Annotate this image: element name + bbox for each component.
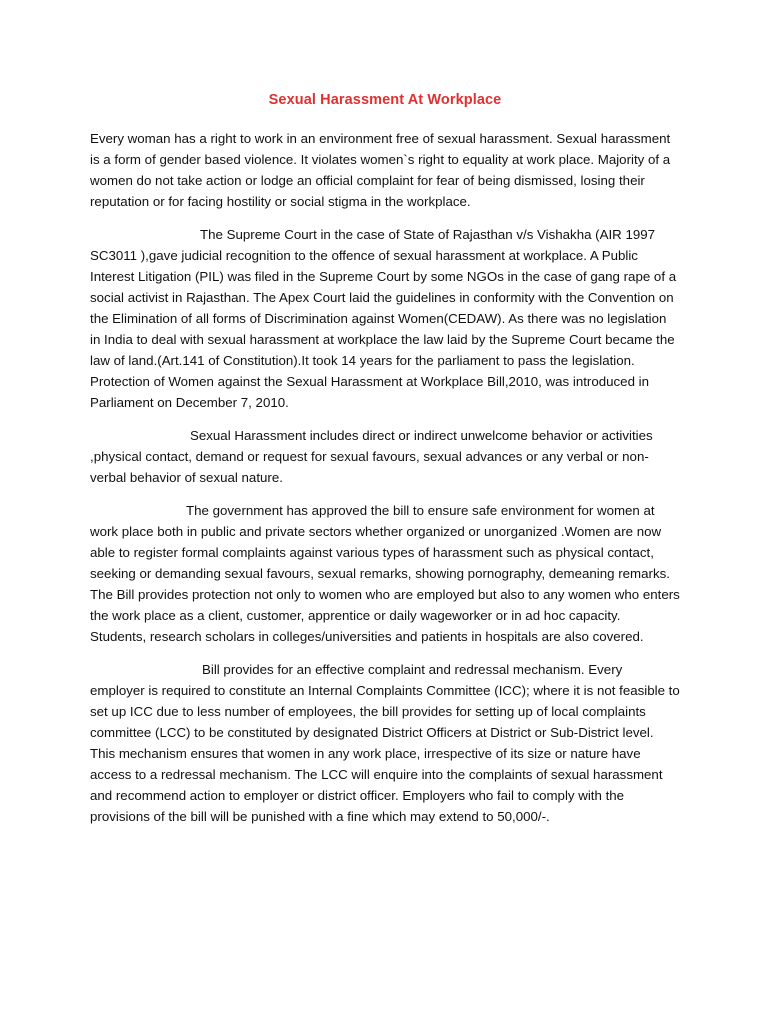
paragraph-complaint-mechanism: Bill provides for an effective complaint and redressal mechanism. Every employer is required to constitute an Internal Complaints Committee (ICC); where it is not feasible to set up ICC due to less number of employees, the bill provides for setting up of local complaints committee (LCC) to be constituted by designated District Officers at District or Sub-District level. This mechanism ensures that women in any work place, irrespective of its size or nature have access to a redressal mechanism. The LCC will enquire into the complaints of sexual harassment and recommend action to employer or district officer. Employers who fail to comply with the provisions of the bill will be punished with a fine which may extend to 50,000/-. [90, 662, 680, 824]
paragraph-intro: Every woman has a right to work in an environment free of sexual harassment. Sexual harassment is a form of gender based violence. It violates women`s right to equality at work place. Majority of a women do not take action or lodge an official complaint for fear of being dismissed, losing their reputation or for facing hostility or social stigma in the workplace. [90, 131, 671, 209]
paragraph-definition: Sexual Harassment includes direct or indirect unwelcome behavior or activities ,physical contact, demand or request for sexual favours, sexual advances or any verbal or non-verbal behavior of sexual nature. [90, 428, 653, 485]
paragraph-supreme-court: The Supreme Court in the case of State of Rajasthan v/s Vishakha (AIR 1997 SC3011 ),gave judicial recognition to the offence of sexual harassment at workplace. A Public Interest Litigation (PIL) was filed in the Supreme Court by some NGOs in the case of gang rape of a social activist in Rajasthan. The Apex Court laid the guidelines in conformity with the Convention on the Elimination of all forms of Discrimination against Women(CEDAW). As there was no legislation in India to deal with sexual harassment at workplace the law laid by the Supreme Court became the law of land.(Art.141 of Constitution).It took 14 years for the parliament to pass the legislation. Protection of Women against the Sexual Harassment at Workplace Bill,2010, was introduced in Parliament on December 7, 2010. [90, 227, 677, 410]
paragraph-government-bill: The government has approved the bill to ensure safe environment for women at work place both in public and private sectors whether organized or unorganized .Women are now able to register formal complaints against various types of harassment such as physical contact, seeking or demanding sexual favours, sexual remarks, showing pornography, demeaning remarks. The Bill provides protection not only to women who are employed but also to any women who enters the work place as a client, customer, apprentice or daily wageworker or in ad hoc capacity. Students, research scholars in colleges/universities and patients in hospitals are also covered. [90, 503, 680, 644]
document-title: Sexual Harassment At Workplace [268, 92, 502, 108]
